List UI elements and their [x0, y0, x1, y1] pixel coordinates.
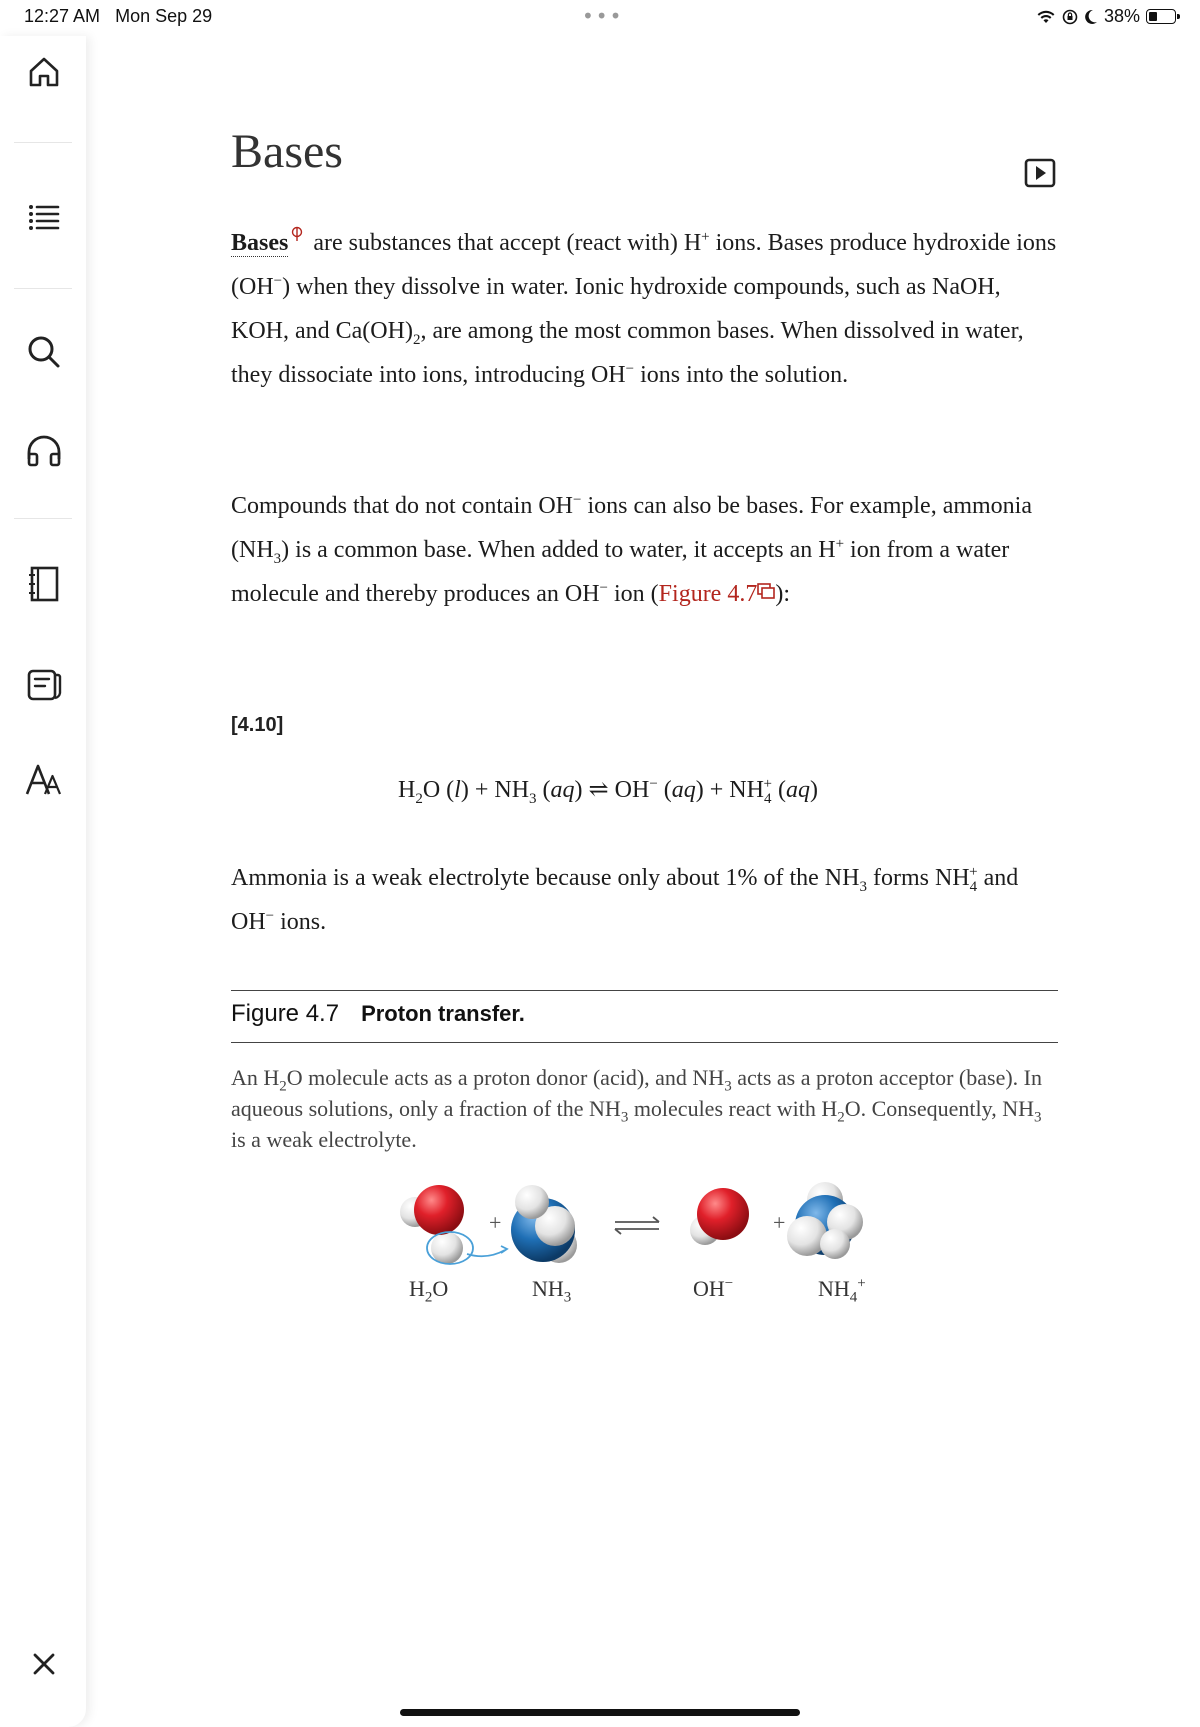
- page-title: Bases: [231, 125, 343, 178]
- plus-sign: +: [489, 1210, 502, 1235]
- wifi-icon: [1036, 9, 1056, 25]
- close-icon[interactable]: [22, 1642, 66, 1686]
- glossary-audio-icon[interactable]: [291, 226, 307, 242]
- sidebar-divider: [14, 288, 72, 289]
- paragraph-ammonia: Compounds that do not contain OH− ions can also be bases. For example, ammonia $(NH_3)$ is a common base. When added to water, it accepts an H+ ion from a water molecule and thereby produces an OH− ion (Figure 4.7 ):: [231, 492, 1033, 607]
- headphones-icon[interactable]: [22, 430, 66, 474]
- ammonium-ion: [787, 1182, 863, 1259]
- sidebar-divider: [14, 142, 72, 143]
- moon-icon: [1084, 9, 1098, 25]
- paragraph-bases-definition: Bases are substances that accept (react with) H+ ions. Bases produce hydroxide ions (OH−) when they dissolve in water. Ionic hydroxide compounds, such as NaOH, KOH, and $Ca(OH)_2$, are among the most common bases. When dissolved in water, they dissociate into ions, introducing OH− ions into the solution.: [231, 221, 1061, 397]
- battery-percent: 38%: [1103, 6, 1140, 26]
- play-media-button[interactable]: [1024, 158, 1056, 188]
- status-date: Mon Sep 29: [115, 6, 213, 26]
- home-icon[interactable]: [22, 50, 66, 94]
- search-icon[interactable]: [22, 330, 66, 374]
- flashcards-icon[interactable]: [22, 662, 66, 706]
- multitasking-dots-icon[interactable]: •••: [582, 4, 624, 28]
- status-time: 12:27 AM Mon Sep 29: [24, 6, 213, 26]
- figure-bottom-rule: [231, 1042, 1058, 1043]
- notebook-icon[interactable]: [22, 562, 66, 606]
- glossary-term-bases[interactable]: Bases: [231, 230, 289, 256]
- figure-caption: An $H_2O$ molecule acts as a proton donor (acid), and $NH_3$ acts as a proton acceptor (base). In aqueous solutions, only a fraction of the $NH_3$ molecules react with $H_2O$. Consequently, $NH_3$ is a weak electrolyte.: [231, 1065, 1043, 1152]
- equation-number: [4.10]: [231, 714, 284, 736]
- sidebar-divider: [14, 518, 72, 519]
- hydroxide-ion: [690, 1188, 749, 1245]
- label-h2o: $H_2O$: [409, 1276, 449, 1306]
- figure-title: Proton transfer.: [361, 1001, 525, 1026]
- home-indicator[interactable]: [400, 1709, 800, 1716]
- label-oh: OH−: [693, 1275, 734, 1301]
- status-bar: [0, 0, 1200, 36]
- proton-transfer-figure[interactable]: [397, 1180, 891, 1304]
- sidebar: [0, 36, 86, 1727]
- equation-4-10: $H_2O$ $(l) + NH_3$ (aq) ⇌ OH− $(aq) + NH_4^+$ (aq): [398, 776, 818, 807]
- status-indicators: [1036, 6, 1176, 27]
- list-icon[interactable]: [22, 196, 66, 240]
- paragraph-weak-electrolyte: Ammonia is a weak electrolyte because only about 1% of the $NH_3$ forms $NH_4^+$ and OH− ions.: [231, 864, 1019, 935]
- figure-popup-icon[interactable]: [757, 583, 775, 599]
- ammonia-molecule: [511, 1185, 577, 1263]
- equilibrium-arrow-icon: [615, 1217, 659, 1234]
- figure-number: Figure 4.7: [231, 1000, 340, 1027]
- figure-heading: [231, 1000, 525, 1028]
- figure-top-rule: [231, 990, 1058, 991]
- play-icon: [1024, 158, 1056, 188]
- battery-icon: [1146, 9, 1176, 24]
- label-nh3: $NH_3$: [532, 1276, 572, 1306]
- orientation-lock-icon: [1062, 9, 1078, 25]
- label-nh4: $NH_4^+$: [818, 1275, 866, 1306]
- text-size-icon[interactable]: [22, 758, 66, 802]
- plus-sign: +: [773, 1210, 786, 1235]
- figure-link[interactable]: Figure 4.7: [658, 581, 758, 607]
